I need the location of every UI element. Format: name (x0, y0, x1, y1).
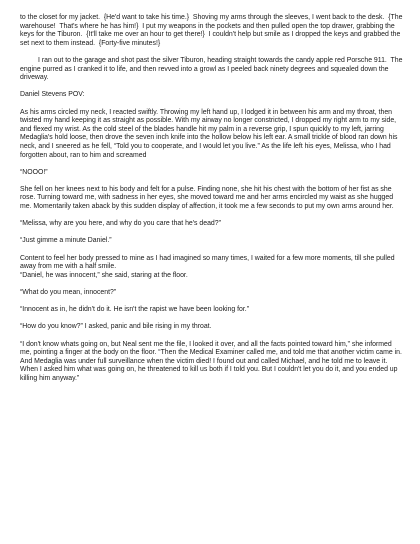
paragraph-melissa-hug: She fell on her knees next to his body and felt for a pulse. Finding none, she hit his chest with the bottom of her fist as she rose. Turning toward me, with sadness in her eyes, she moved toward me and her arms encircled my waist as she hugged me. Momentarily taken aback by this sudden display of affection, it took me a few seconds to put my own arms around her. (20, 185, 395, 211)
dialogue-gimme-minute: “Just gimme a minute Daniel.” (20, 237, 112, 245)
document-page (20, 14, 404, 384)
dialogue-why-here: “Melissa, why are you here, and why do you care that he's dead?” (20, 220, 221, 228)
paragraph-he-was-innocent: Content to feel her body pressed to mine as I had imagined so many times, I waited for a few more moments, till she pulled away from me with a half smile. “Daniel, he was innocent,” she said, staring at the floor. (20, 254, 395, 279)
dialogue-what-do-you-mean: “What do you mean, innocent?” (20, 289, 117, 296)
paragraph-garage-porsche: I ran out to the garage and shot past the silver Tiburon, heading straight towards the candy apple red Porsche 911. The engine purred as I cranked it to life, and then revved into a growl as I peeled back ninety degrees and squealed down the driveway. (20, 56, 405, 82)
paragraph-closet-jacket: to the closet for my jacket. {He'd want to take his time.} Shoving my arms through the sleeves, I went back to the desk. {The warehouse! That's where he has him!} I put my weapons in the pockets and then pulled open the top drawer, grabbing the keys for the Tiburon. {It'll take me over an hour to get there!} I couldn't help but smile as I dropped the keys and grabbed the set next to them instead. {Forty-five minutes!} (20, 14, 405, 47)
paragraph-medical-examiner: “I don't know whats going on, but Neal sent me the file, I looked it over, and all the facts pointed toward him,” she informed me, pointing a finger at the body on the floor. “Then the Medical Examiner called me, and told me that another victim came in. And Medaglia was under full surveillance when the victim died! I found out and called Michael, and he told me to leave it. When I asked him what was going on, he threatened to kill us both if I told you. But I couldn't let you do it, and you ended up killing him anyway.” (20, 340, 404, 382)
dialogue-innocent-as-in: “Innocent as in, he didn't do it. He isn't the rapist we have been looking for.” (20, 306, 250, 314)
paragraph-knife-fight: As his arms circled my neck, I reacted swiftly. Throwing my left hand up, I lodged it in between his arm and my throat, then twisted my hand keeping it as straight as possible. With my airway no longer constricted, I dropped my right arm to my side, and flexed my wrist. As the cold steel of the blades handle hit my palm in a reverse grip, I spun quickly to my left, jarring Medaglia's hold loose, then drove the seven inch knife into the hollow below his left ear. A small trickle of blood ran down his neck, and I sneered as he fell, “Told you to cooperate, and I would let you live.” As the life left his eyes, Melissa, who I had forgotten about, ran to him and screamed (20, 108, 400, 159)
section-heading-pov: Daniel Stevens POV: (20, 91, 85, 99)
dialogue-nooo: “NOOO!” (20, 168, 48, 176)
dialogue-how-do-you-know: “How do you know?” I asked, panic and bile rising in my throat. (20, 323, 212, 331)
